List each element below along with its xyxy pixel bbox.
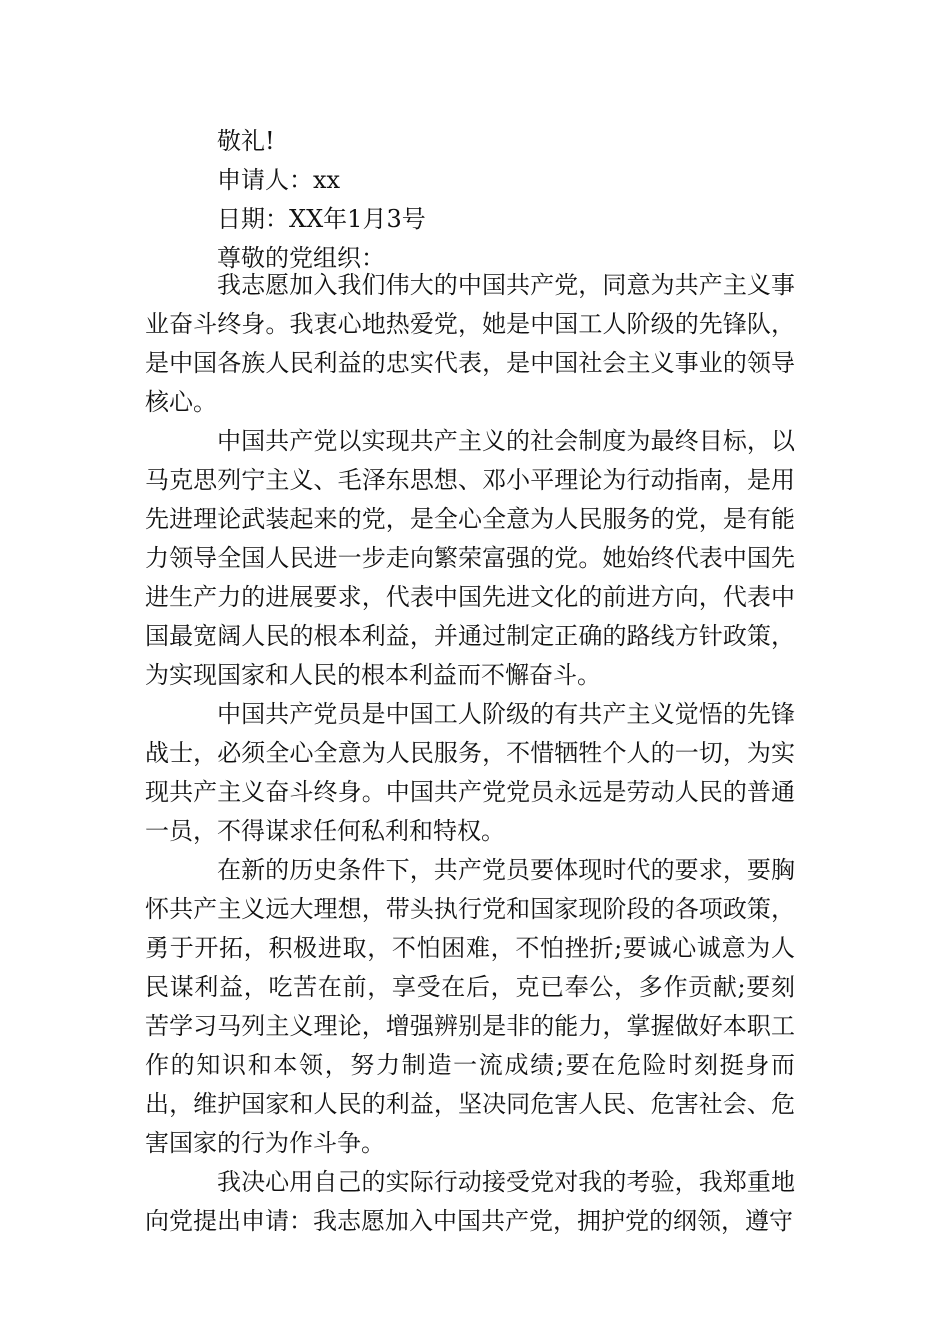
body-paragraph-5: 我决心用自己的实际行动接受党对我的考验，我郑重地向党提出申请：我志愿加入中国共产党，拥护党的纲领，遵守: [145, 1168, 795, 1235]
body-paragraph-1: 我志愿加入我们伟大的中国共产党，同意为共产主义事业奋斗终身。我衷心地热爱党，她是中国工人阶级的先锋队，是中国各族人民利益的忠实代表，是中国社会主义事业的领导核心。: [145, 271, 795, 416]
body-paragraph-4: 在新的历史条件下，共产党员要体现时代的要求，要胸怀共产主义远大理想，带头执行党和国家现阶段的各项政策，勇于开拓，积极进取，不怕困难，不怕挫折;要诚心诚意为人民谋利益，吃苦在前，享受在后，克已奉公，多作贡献;要刻苦学习马列主义理论，增强辨别是非的能力，掌握做好本职工作的知识和本领，努力制造一流成绩;要在危险时刻挺身而出，维护国家和人民的利益，坚决同危害人民、危害社会、危害国家的行为作斗争。: [145, 856, 795, 1157]
closing-line: 敬礼!: [217, 127, 275, 155]
salutation-line: 尊敬的党组织：: [217, 244, 385, 272]
date-line: 日期：XX年1月3号: [217, 205, 426, 233]
body-paragraph-2: 中国共产党以实现共产主义的社会制度为最终目标，以马克思列宁主义、毛泽东思想、邓小平理论为行动指南，是用先进理论武装起来的党，是全心全意为人民服务的党，是有能力领导全国人民进一步走向繁荣富强的党。她始终代表中国先进生产力的进展要求，代表中国先进文化的前进方向，代表中国最宽阔人民的根本利益，并通过制定正确的路线方针政策，为实现国家和人民的根本利益而不懈奋斗。: [145, 427, 795, 689]
body-paragraph-3: 中国共产党员是中国工人阶级的有共产主义觉悟的先锋战士，必须全心全意为人民服务，不惜牺牲个人的一切，为实现共产主义奋斗终身。中国共产党党员永远是劳动人民的普通一员，不得谋求任何私利和特权。: [145, 700, 795, 845]
applicant-line: 申请人：xx: [217, 166, 341, 194]
